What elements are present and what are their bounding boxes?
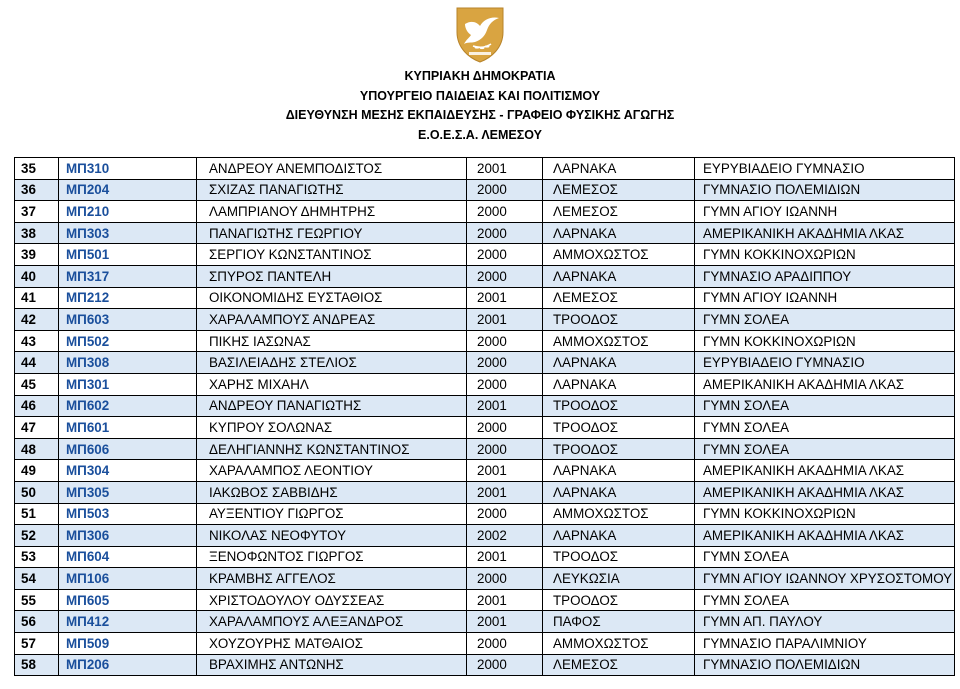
athlete-name-cell: ΧΑΡΑΛΑΜΠΟΣ ΛΕΟΝΤΙΟΥ: [197, 460, 467, 482]
table-row: [15, 525, 955, 547]
row-number-cell: 53: [15, 546, 59, 568]
birth-year-cell: 2001: [467, 611, 543, 633]
district-cell: ΛΑΡΝΑΚΑ: [543, 460, 695, 482]
table-row: [15, 611, 955, 633]
district-cell: ΑΜΜΟΧΩΣΤΟΣ: [543, 633, 695, 655]
athlete-name-cell: ΠΙΚΗΣ ΙΑΣΩΝΑΣ: [197, 330, 467, 352]
birth-year-cell: 2001: [467, 158, 543, 180]
school-name-cell: ΓΥΜΝ ΚΟΚΚΙΝΟΧΩΡΙΩΝ: [695, 244, 955, 266]
registration-code-cell: ΜΠ106: [59, 568, 197, 590]
header-line-organization: Ε.Ο.Ε.Σ.Α. ΛΕΜΕΣΟΥ: [418, 127, 542, 142]
district-cell: ΑΜΜΟΧΩΣΤΟΣ: [543, 244, 695, 266]
district-cell: ΛΑΡΝΑΚΑ: [543, 525, 695, 547]
registration-code-cell: ΜΠ304: [59, 460, 197, 482]
table-row: [15, 179, 955, 201]
school-name-cell: ΓΥΜΝ ΑΓΙΟΥ ΙΩΑΝΝΟΥ ΧΡΥΣΟΣΤΟΜΟΥ: [695, 568, 955, 590]
school-name-cell: ΓΥΜΝ ΣΟΛΕΑ: [695, 309, 955, 331]
school-name-cell: ΓΥΜΝ ΑΓΙΟΥ ΙΩΑΝΝΗ: [695, 287, 955, 309]
registration-code-cell: ΜΠ306: [59, 525, 197, 547]
table-row: [15, 589, 955, 611]
athlete-name-cell: ΑΝΔΡΕΟΥ ΑΝΕΜΠΟΔΙΣΤΟΣ: [197, 158, 467, 180]
row-number-cell: 56: [15, 611, 59, 633]
birth-year-cell: 2000: [467, 633, 543, 655]
athlete-name-cell: ΠΑΝΑΓΙΩΤΗΣ ΓΕΩΡΓΙΟΥ: [197, 222, 467, 244]
district-cell: ΛΕΜΕΣΟΣ: [543, 201, 695, 223]
district-cell: ΛΑΡΝΑΚΑ: [543, 158, 695, 180]
birth-year-cell: 2001: [467, 481, 543, 503]
district-cell: ΛΑΡΝΑΚΑ: [543, 373, 695, 395]
birth-year-cell: 2001: [467, 546, 543, 568]
athlete-name-cell: ΧΑΡΗΣ ΜΙΧΑΗΛ: [197, 373, 467, 395]
birth-year-cell: 2001: [467, 460, 543, 482]
birth-year-cell: 2001: [467, 309, 543, 331]
row-number-cell: 43: [15, 330, 59, 352]
birth-year-cell: 2000: [467, 201, 543, 223]
birth-year-cell: 2000: [467, 568, 543, 590]
athlete-name-cell: ΔΕΛΗΓΙΑΝΝΗΣ ΚΩΝΣΤΑΝΤΙΝΟΣ: [197, 438, 467, 460]
table-row: [15, 503, 955, 525]
birth-year-cell: 2000: [467, 222, 543, 244]
birth-year-cell: 2000: [467, 265, 543, 287]
registration-code-cell: ΜΠ502: [59, 330, 197, 352]
athletes-table: [14, 157, 955, 676]
school-name-cell: ΑΜΕΡΙΚΑΝΙΚΗ ΑΚΑΔΗΜΙΑ ΛΚΑΣ: [695, 481, 955, 503]
table-row: [15, 244, 955, 266]
table-row: [15, 395, 955, 417]
birth-year-cell: 2001: [467, 395, 543, 417]
school-name-cell: ΓΥΜΝΑΣΙΟ ΑΡΑΔΙΠΠΟΥ: [695, 265, 955, 287]
athlete-name-cell: ΒΡΑΧΙΜΗΣ ΑΝΤΩΝΗΣ: [197, 654, 467, 676]
birth-year-cell: 2000: [467, 654, 543, 676]
school-name-cell: ΑΜΕΡΙΚΑΝΙΚΗ ΑΚΑΔΗΜΙΑ ΛΚΑΣ: [695, 222, 955, 244]
athlete-name-cell: ΞΕΝΟΦΩΝΤΟΣ ΓΙΩΡΓΟΣ: [197, 546, 467, 568]
table-row: [15, 633, 955, 655]
registration-code-cell: ΜΠ509: [59, 633, 197, 655]
row-number-cell: 44: [15, 352, 59, 374]
birth-year-cell: 2000: [467, 438, 543, 460]
table-row: [15, 546, 955, 568]
athlete-name-cell: ΚΥΠΡΟΥ ΣΟΛΩΝΑΣ: [197, 417, 467, 439]
district-cell: ΛΑΡΝΑΚΑ: [543, 481, 695, 503]
row-number-cell: 47: [15, 417, 59, 439]
district-cell: ΤΡΟΟΔΟΣ: [543, 546, 695, 568]
district-cell: ΑΜΜΟΧΩΣΤΟΣ: [543, 503, 695, 525]
athlete-name-cell: ΧΑΡΑΛΑΜΠΟΥΣ ΑΝΔΡΕΑΣ: [197, 309, 467, 331]
row-number-cell: 42: [15, 309, 59, 331]
table-body: [15, 158, 955, 676]
registration-code-cell: ΜΠ603: [59, 309, 197, 331]
row-number-cell: 41: [15, 287, 59, 309]
registration-code-cell: ΜΠ501: [59, 244, 197, 266]
school-name-cell: ΑΜΕΡΙΚΑΝΙΚΗ ΑΚΑΔΗΜΙΑ ΛΚΑΣ: [695, 373, 955, 395]
table-row: [15, 438, 955, 460]
table-row: [15, 481, 955, 503]
header-line-republic: ΚΥΠΡΙΑΚΗ ΔΗΜΟΚΡΑΤΙΑ: [404, 69, 556, 83]
district-cell: ΛΕΜΕΣΟΣ: [543, 287, 695, 309]
registration-code-cell: ΜΠ317: [59, 265, 197, 287]
district-cell: ΤΡΟΟΔΟΣ: [543, 309, 695, 331]
table-row: [15, 568, 955, 590]
table-row: [15, 654, 955, 676]
registration-code-cell: ΜΠ212: [59, 287, 197, 309]
registration-code-cell: ΜΠ204: [59, 179, 197, 201]
cyprus-coat-of-arms-dove-icon: [449, 2, 511, 64]
athlete-name-cell: ΣΕΡΓΙΟΥ ΚΩΝΣΤΑΝΤΙΝΟΣ: [197, 244, 467, 266]
row-number-cell: 40: [15, 265, 59, 287]
school-name-cell: ΓΥΜΝ ΣΟΛΕΑ: [695, 589, 955, 611]
row-number-cell: 48: [15, 438, 59, 460]
district-cell: ΛΑΡΝΑΚΑ: [543, 265, 695, 287]
table-row: [15, 158, 955, 180]
birth-year-cell: 2001: [467, 287, 543, 309]
registration-code-cell: ΜΠ604: [59, 546, 197, 568]
row-number-cell: 54: [15, 568, 59, 590]
district-cell: ΑΜΜΟΧΩΣΤΟΣ: [543, 330, 695, 352]
row-number-cell: 50: [15, 481, 59, 503]
table-row: [15, 352, 955, 374]
district-cell: ΤΡΟΟΔΟΣ: [543, 438, 695, 460]
athlete-name-cell: ΣΠΥΡΟΣ ΠΑΝΤΕΛΗ: [197, 265, 467, 287]
school-name-cell: ΓΥΜΝΑΣΙΟ ΠΟΛΕΜΙΔΙΩΝ: [695, 179, 955, 201]
school-name-cell: ΓΥΜΝ ΣΟΛΕΑ: [695, 417, 955, 439]
registration-code-cell: ΜΠ308: [59, 352, 197, 374]
district-cell: ΠΑΦΟΣ: [543, 611, 695, 633]
school-name-cell: ΓΥΜΝΑΣΙΟ ΠΟΛΕΜΙΔΙΩΝ: [695, 654, 955, 676]
school-name-cell: ΓΥΜΝ ΣΟΛΕΑ: [695, 438, 955, 460]
athlete-name-cell: ΑΥΞΕΝΤΙΟΥ ΓΙΩΡΓΟΣ: [197, 503, 467, 525]
athlete-name-cell: ΣΧΙΖΑΣ ΠΑΝΑΓΙΩΤΗΣ: [197, 179, 467, 201]
district-cell: ΛΑΡΝΑΚΑ: [543, 222, 695, 244]
row-number-cell: 49: [15, 460, 59, 482]
athlete-name-cell: ΒΑΣΙΛΕΙΑΔΗΣ ΣΤΕΛΙΟΣ: [197, 352, 467, 374]
school-name-cell: ΑΜΕΡΙΚΑΝΙΚΗ ΑΚΑΔΗΜΙΑ ΛΚΑΣ: [695, 525, 955, 547]
athlete-name-cell: ΙΑΚΩΒΟΣ ΣΑΒΒΙΔΗΣ: [197, 481, 467, 503]
district-cell: ΤΡΟΟΔΟΣ: [543, 417, 695, 439]
school-name-cell: ΓΥΜΝ ΑΠ. ΠΑΥΛΟΥ: [695, 611, 955, 633]
table-row: [15, 309, 955, 331]
registration-code-cell: ΜΠ305: [59, 481, 197, 503]
row-number-cell: 55: [15, 589, 59, 611]
document-header: [0, 0, 960, 155]
table-row: [15, 265, 955, 287]
row-number-cell: 58: [15, 654, 59, 676]
row-number-cell: 52: [15, 525, 59, 547]
row-number-cell: 57: [15, 633, 59, 655]
athlete-name-cell: ΝΙΚΟΛΑΣ ΝΕΟΦΥΤΟΥ: [197, 525, 467, 547]
birth-year-cell: 2000: [467, 330, 543, 352]
birth-year-cell: 2000: [467, 373, 543, 395]
athlete-name-cell: ΑΝΔΡΕΟΥ ΠΑΝΑΓΙΩΤΗΣ: [197, 395, 467, 417]
district-cell: ΤΡΟΟΔΟΣ: [543, 589, 695, 611]
row-number-cell: 39: [15, 244, 59, 266]
row-number-cell: 38: [15, 222, 59, 244]
school-name-cell: ΓΥΜΝΑΣΙΟ ΠΑΡΑΛΙΜΝΙΟΥ: [695, 633, 955, 655]
header-line-directorate: ΔΙΕΥΘΥΝΣΗ ΜΕΣΗΣ ΕΚΠΑΙΔΕΥΣΗΣ - ΓΡΑΦΕΙΟ ΦΥΣΙΚΗΣ ΑΓΩΓΗΣ: [285, 108, 675, 122]
row-number-cell: 46: [15, 395, 59, 417]
birth-year-cell: 2002: [467, 525, 543, 547]
birth-year-cell: 2000: [467, 244, 543, 266]
table-row: [15, 373, 955, 395]
athlete-name-cell: ΚΡΑΜΒΗΣ ΑΓΓΕΛΟΣ: [197, 568, 467, 590]
row-number-cell: 37: [15, 201, 59, 223]
table-row: [15, 460, 955, 482]
district-cell: ΛΕΜΕΣΟΣ: [543, 654, 695, 676]
row-number-cell: 45: [15, 373, 59, 395]
athlete-name-cell: ΧΡΙΣΤΟΔΟΥΛΟΥ ΟΔΥΣΣΕΑΣ: [197, 589, 467, 611]
registration-code-cell: ΜΠ206: [59, 654, 197, 676]
registration-code-cell: ΜΠ310: [59, 158, 197, 180]
registration-code-cell: ΜΠ303: [59, 222, 197, 244]
birth-year-cell: 2000: [467, 179, 543, 201]
table-row: [15, 222, 955, 244]
district-cell: ΤΡΟΟΔΟΣ: [543, 395, 695, 417]
row-number-cell: 36: [15, 179, 59, 201]
registration-code-cell: ΜΠ301: [59, 373, 197, 395]
school-name-cell: ΓΥΜΝ ΑΓΙΟΥ ΙΩΑΝΝΗ: [695, 201, 955, 223]
birth-year-cell: 2000: [467, 417, 543, 439]
table-row: [15, 417, 955, 439]
birth-year-cell: 2000: [467, 352, 543, 374]
registration-code-cell: ΜΠ503: [59, 503, 197, 525]
athlete-name-cell: ΟΙΚΟΝΟΜΙΔΗΣ ΕΥΣΤΑΘΙΟΣ: [197, 287, 467, 309]
athlete-name-cell: ΧΑΡΑΛΑΜΠΟΥΣ ΑΛΕΞΑΝΔΡΟΣ: [197, 611, 467, 633]
district-cell: ΛΕΥΚΩΣΙΑ: [543, 568, 695, 590]
table-row: [15, 330, 955, 352]
registration-code-cell: ΜΠ606: [59, 438, 197, 460]
table-row: [15, 201, 955, 223]
school-name-cell: ΕΥΡΥΒΙΑΔΕΙΟ ΓΥΜΝΑΣΙΟ: [695, 158, 955, 180]
header-line-ministry: ΥΠΟΥΡΓΕΙΟ ΠΑΙΔΕΙΑΣ ΚΑΙ ΠΟΛΙΤΙΣΜΟΥ: [359, 88, 601, 103]
birth-year-cell: 2001: [467, 589, 543, 611]
birth-year-cell: 2000: [467, 503, 543, 525]
registration-code-cell: ΜΠ602: [59, 395, 197, 417]
school-name-cell: ΓΥΜΝ ΣΟΛΕΑ: [695, 546, 955, 568]
school-name-cell: ΓΥΜΝ ΚΟΚΚΙΝΟΧΩΡΙΩΝ: [695, 330, 955, 352]
district-cell: ΛΑΡΝΑΚΑ: [543, 352, 695, 374]
district-cell: ΛΕΜΕΣΟΣ: [543, 179, 695, 201]
row-number-cell: 35: [15, 158, 59, 180]
registration-code-cell: ΜΠ210: [59, 201, 197, 223]
school-name-cell: ΓΥΜΝ ΣΟΛΕΑ: [695, 395, 955, 417]
school-name-cell: ΑΜΕΡΙΚΑΝΙΚΗ ΑΚΑΔΗΜΙΑ ΛΚΑΣ: [695, 460, 955, 482]
school-name-cell: ΓΥΜΝ ΚΟΚΚΙΝΟΧΩΡΙΩΝ: [695, 503, 955, 525]
registration-code-cell: ΜΠ601: [59, 417, 197, 439]
registration-code-cell: ΜΠ412: [59, 611, 197, 633]
row-number-cell: 51: [15, 503, 59, 525]
athlete-name-cell: ΧΟΥΖΟΥΡΗΣ ΜΑΤΘΑΙΟΣ: [197, 633, 467, 655]
registration-code-cell: ΜΠ605: [59, 589, 197, 611]
table-row: [15, 287, 955, 309]
school-name-cell: ΕΥΡΥΒΙΑΔΕΙΟ ΓΥΜΝΑΣΙΟ: [695, 352, 955, 374]
athlete-name-cell: ΛΑΜΠΡΙΑΝΟΥ ΔΗΜΗΤΡΗΣ: [197, 201, 467, 223]
